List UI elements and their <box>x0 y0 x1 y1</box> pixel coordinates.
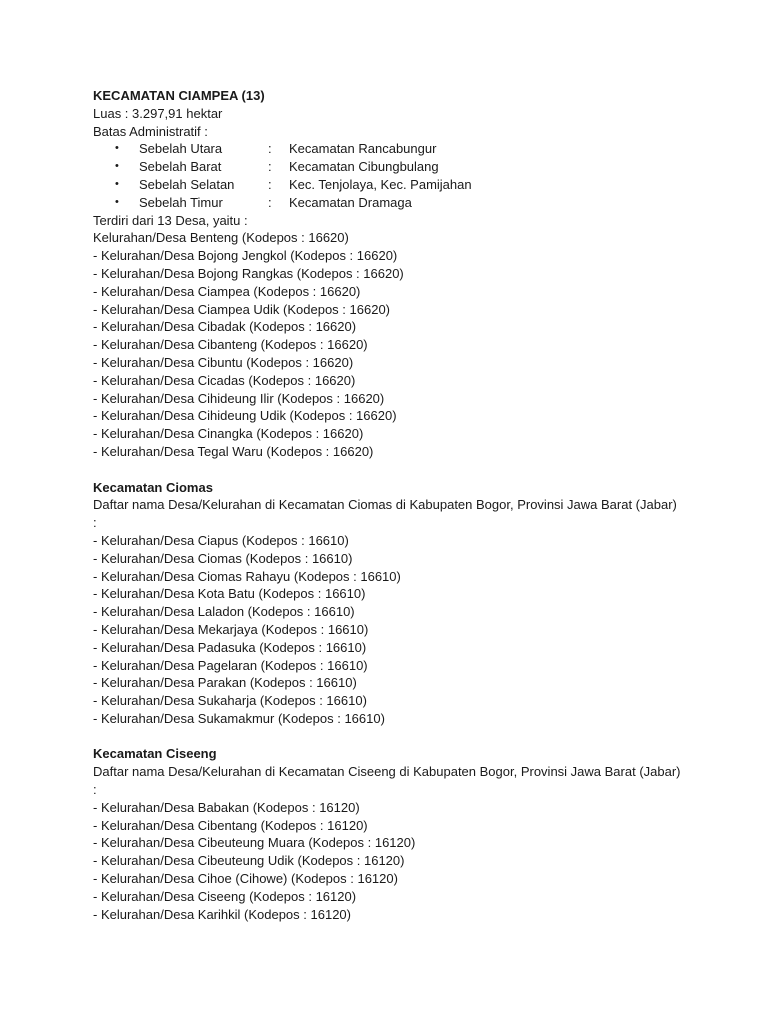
batas-value: Kecamatan Dramaga <box>289 194 412 210</box>
document-page <box>93 87 693 923</box>
batas-item <box>93 194 693 212</box>
batas-value: Kecamatan Rancabungur <box>289 141 437 157</box>
batas-colon: : <box>268 176 272 192</box>
list-item: - Kelurahan/Desa Ciampea Udik (Kodepos : 16620) <box>93 301 391 317</box>
list-item: - Kelurahan/Desa Bojong Jengkol (Kodepos : 16620) <box>93 248 398 264</box>
desa-list-ciampea <box>93 229 693 460</box>
section-ciseeng <box>93 745 693 923</box>
batas-direction: Sebelah Timur <box>139 194 223 210</box>
section-ciampea <box>93 87 693 461</box>
list-item: - Kelurahan/Desa Cihoe (Cihowe) (Kodepos : 16120) <box>93 871 398 887</box>
batas-colon: : <box>268 159 272 175</box>
list-item: - Kelurahan/Desa Laladon (Kodepos : 16610) <box>93 604 355 620</box>
batas-item <box>93 158 693 176</box>
bullet-icon: • <box>115 195 119 208</box>
batas-item <box>93 140 693 158</box>
section-ciomas <box>93 479 693 728</box>
batas-value: Kec. Tenjolaya, Kec. Pamijahan <box>289 176 472 192</box>
section-title: KECAMATAN CIAMPEA (13) <box>93 88 265 103</box>
batas-colon: : <box>268 141 272 157</box>
terdiri-text: Terdiri dari 13 Desa, yaitu : <box>93 212 248 228</box>
list-item: - Kelurahan/Desa Cinangka (Kodepos : 16620) <box>93 426 364 442</box>
list-item: - Kelurahan/Desa Tegal Waru (Kodepos : 16620) <box>93 443 374 459</box>
list-item: - Kelurahan/Desa Cibeuteung Udik (Kodepos : 16120) <box>93 853 405 869</box>
batas-item <box>93 176 693 194</box>
list-item: - Kelurahan/Desa Padasuka (Kodepos : 16610) <box>93 639 367 655</box>
batas-list <box>93 140 693 211</box>
list-item: - Kelurahan/Desa Cibentang (Kodepos : 16120) <box>93 817 368 833</box>
bullet-icon: • <box>115 160 119 173</box>
list-item: - Kelurahan/Desa Cibuntu (Kodepos : 16620) <box>93 354 354 370</box>
list-item: - Kelurahan/Desa Ciomas (Kodepos : 16610) <box>93 550 353 566</box>
bullet-icon: • <box>115 142 119 155</box>
desa-list-ciomas <box>93 532 693 728</box>
list-item: - Kelurahan/Desa Sukamakmur (Kodepos : 16610) <box>93 710 385 726</box>
desa-list-ciseeng <box>93 799 693 924</box>
list-item: - Kelurahan/Desa Sukaharja (Kodepos : 16610) <box>93 693 367 709</box>
section-title: Kecamatan Ciseeng <box>93 746 217 762</box>
section-intro: Daftar nama Desa/Kelurahan di Kecamatan Ciseeng di Kabupaten Bogor, Provinsi Jawa Barat (Jabar) : <box>93 764 681 798</box>
list-item: - Kelurahan/Desa Ciampea (Kodepos : 16620) <box>93 283 361 299</box>
batas-direction: Sebelah Selatan <box>139 176 235 192</box>
batas-colon: : <box>268 194 272 210</box>
batas-value: Kecamatan Cibungbulang <box>289 159 439 175</box>
batas-direction: Sebelah Barat <box>139 159 222 175</box>
luas-text: Luas : 3.297,91 hektar <box>93 105 223 121</box>
list-item: - Kelurahan/Desa Babakan (Kodepos : 16120) <box>93 799 360 815</box>
list-item: - Kelurahan/Desa Mekarjaya (Kodepos : 16610) <box>93 621 369 637</box>
list-item: - Kelurahan/Desa Karihkil (Kodepos : 16120) <box>93 906 351 922</box>
list-item: - Kelurahan/Desa Cibeuteung Muara (Kodepos : 16120) <box>93 835 416 851</box>
spacer <box>93 728 693 746</box>
spacer <box>93 461 693 479</box>
list-item: - Kelurahan/Desa Parakan (Kodepos : 16610) <box>93 675 357 691</box>
list-item: - Kelurahan/Desa Cihideung Ilir (Kodepos : 16620) <box>93 390 385 406</box>
list-item: - Kelurahan/Desa Kota Batu (Kodepos : 16610) <box>93 586 366 602</box>
batas-direction: Sebelah Utara <box>139 141 223 157</box>
batas-label: Batas Administratif : <box>93 123 208 139</box>
bullet-icon: • <box>115 177 119 190</box>
section-intro: Daftar nama Desa/Kelurahan di Kecamatan Ciomas di Kabupaten Bogor, Provinsi Jawa Barat (Jabar) : <box>93 497 677 531</box>
list-item: - Kelurahan/Desa Cibanteng (Kodepos : 16620) <box>93 337 368 353</box>
list-item: - Kelurahan/Desa Ciapus (Kodepos : 16610) <box>93 532 349 548</box>
list-item: - Kelurahan/Desa Pagelaran (Kodepos : 16610) <box>93 657 368 673</box>
list-item: - Kelurahan/Desa Ciseeng (Kodepos : 16120) <box>93 888 357 904</box>
section-title: Kecamatan Ciomas <box>93 479 213 495</box>
list-item: - Kelurahan/Desa Cihideung Udik (Kodepos : 16620) <box>93 408 397 424</box>
list-item: - Kelurahan/Desa Ciomas Rahayu (Kodepos : 16610) <box>93 568 401 584</box>
list-item: - Kelurahan/Desa Bojong Rangkas (Kodepos : 16620) <box>93 265 404 281</box>
list-item: - Kelurahan/Desa Cicadas (Kodepos : 16620) <box>93 372 356 388</box>
list-item: - Kelurahan/Desa Cibadak (Kodepos : 16620) <box>93 319 357 335</box>
list-item: Kelurahan/Desa Benteng (Kodepos : 16620) <box>93 230 349 246</box>
